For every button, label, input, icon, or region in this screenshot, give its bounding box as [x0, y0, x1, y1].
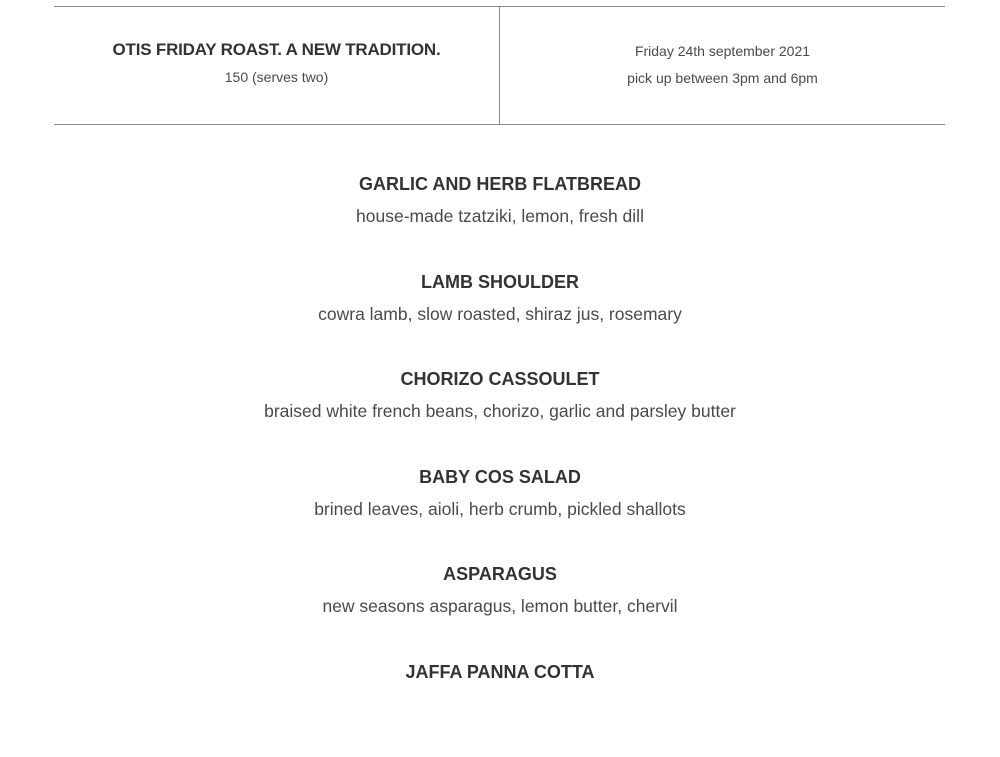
- menu-title: OTIS FRIDAY ROAST. A NEW TRADITION.: [113, 40, 441, 60]
- header-box: [54, 6, 945, 125]
- menu-item: [0, 660, 1000, 757]
- menu-item: [0, 562, 1000, 660]
- dish-name: GARLIC AND HERB FLATBREAD: [0, 172, 1000, 196]
- dish-name: LAMB SHOULDER: [0, 270, 1000, 294]
- header-left-cell: [54, 7, 500, 124]
- dish-description: cowra lamb, slow roasted, shiraz jus, rosemary: [0, 303, 1000, 325]
- dish-name: ASPARAGUS: [0, 562, 1000, 586]
- menu-item: [0, 270, 1000, 368]
- dish-description: brined leaves, aioli, herb crumb, pickled shallots: [0, 498, 1000, 520]
- header-right-cell: [500, 7, 945, 124]
- menu-item: [0, 367, 1000, 465]
- dish-description: house-made tzatziki, lemon, fresh dill: [0, 205, 1000, 227]
- dish-name: CHORIZO CASSOULET: [0, 367, 1000, 391]
- menu-price: 150 (serves two): [225, 69, 328, 85]
- menu-item: [0, 465, 1000, 563]
- menu-item: [0, 172, 1000, 270]
- dish-name: BABY COS SALAD: [0, 465, 1000, 489]
- event-date: Friday 24th september 2021: [635, 43, 810, 59]
- dish-name: JAFFA PANNA COTTA: [0, 660, 1000, 684]
- pickup-time: pick up between 3pm and 6pm: [627, 70, 818, 86]
- dish-description: new seasons asparagus, lemon butter, chervil: [0, 595, 1000, 617]
- menu-list: [0, 172, 1000, 757]
- dish-description: braised white french beans, chorizo, garlic and parsley butter: [0, 400, 1000, 422]
